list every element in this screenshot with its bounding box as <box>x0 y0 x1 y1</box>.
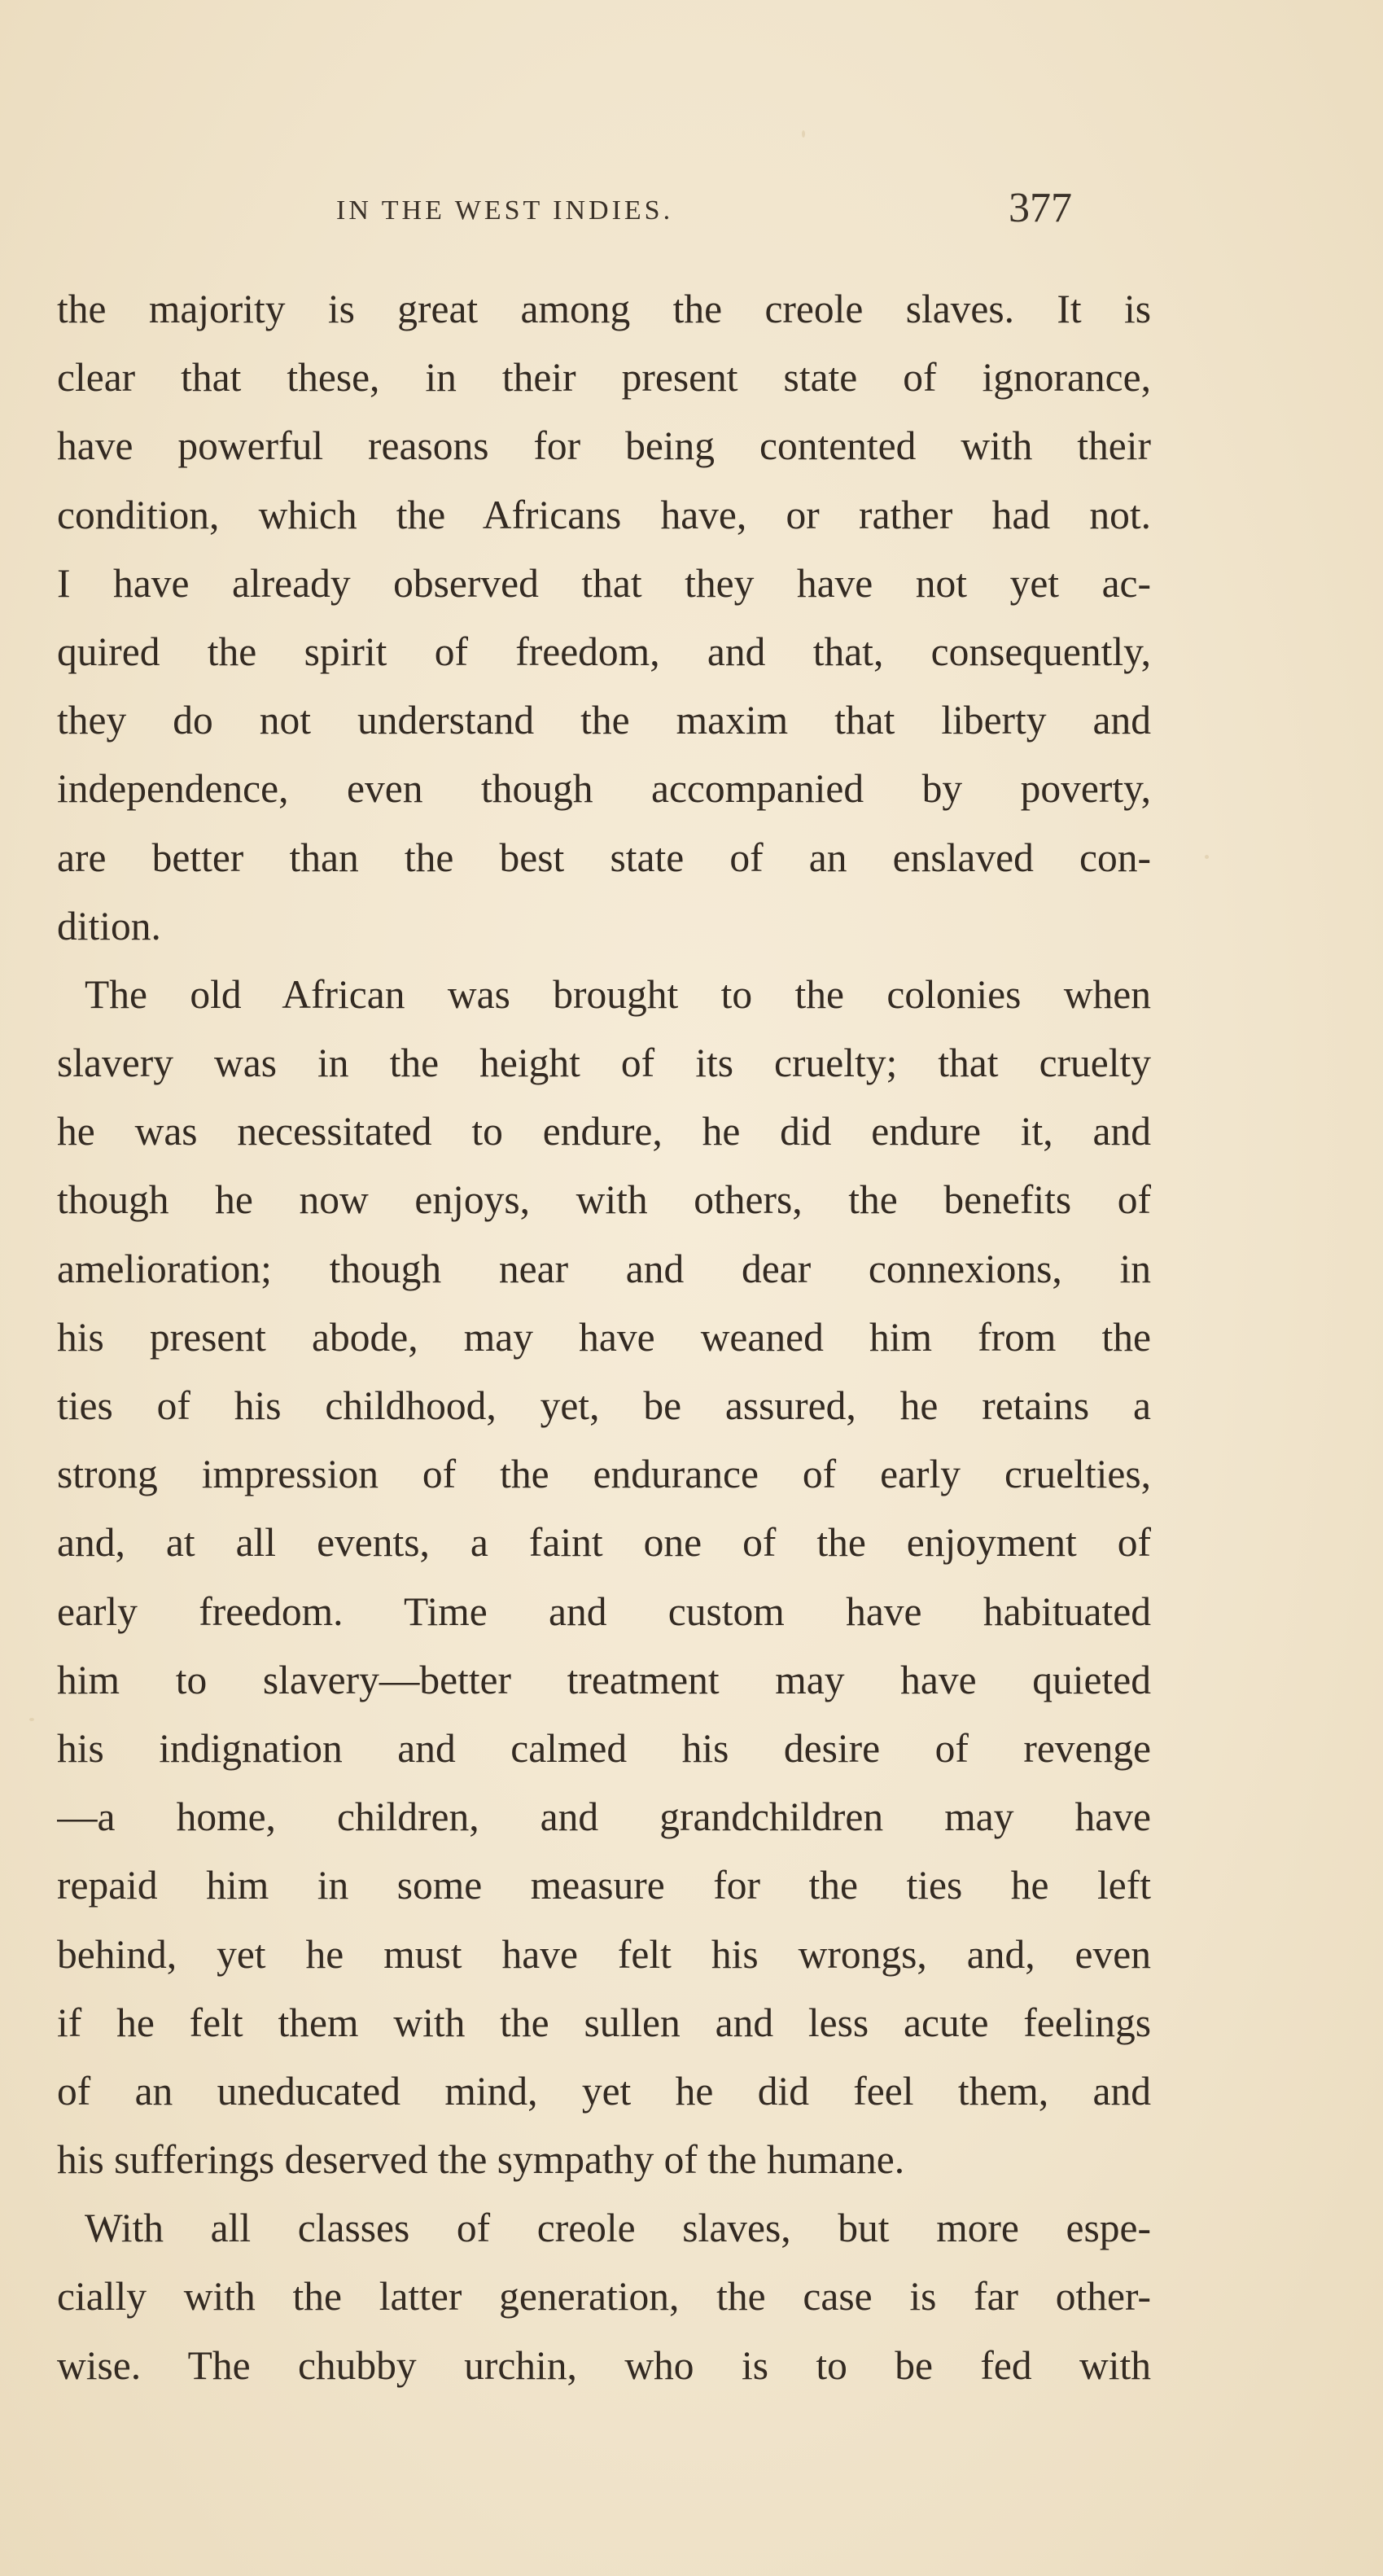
paragraph-first-line: The old African was brought to the colonies when <box>85 971 1151 1017</box>
paper-speck <box>802 130 805 138</box>
text-line: they do not understand the maxim that liberty and <box>57 698 1151 743</box>
paper-speck <box>1205 855 1209 859</box>
text-line: and, at all events, a faint one of the enjoyment of <box>57 1520 1151 1566</box>
text-line: though he now enjoys, with others, the benefits of <box>57 1177 1151 1223</box>
text-line: his present abode, may have weaned him from the <box>57 1314 1151 1360</box>
text-line: —a home, children, and grandchildren may have <box>57 1794 1151 1840</box>
text-line: clear that these, in their present state of ignorance, <box>57 355 1151 401</box>
running-head: IN THE WEST INDIES. <box>336 195 674 226</box>
text-line: slavery was in the height of its cruelty; that cruelty <box>57 1040 1151 1086</box>
paper-speck <box>29 1718 34 1721</box>
paragraph-first-line: With all classes of creole slaves, but more espe- <box>85 2206 1151 2251</box>
text-line: amelioration; though near and dear connexions, in <box>57 1246 1151 1291</box>
text-line: behind, yet he must have felt his wrongs, and, even <box>57 1931 1151 1977</box>
text-line: early freedom. Time and custom have habituated <box>57 1588 1151 1634</box>
text-line: his indignation and calmed his desire of revenge <box>57 1725 1151 1771</box>
text-line: if he felt them with the sullen and less acute feelings <box>57 2000 1151 2045</box>
text-line: repaid him in some measure for the ties he left <box>57 1863 1151 1908</box>
page-number: 377 <box>1009 185 1072 231</box>
text-line: have powerful reasons for being contented with their <box>57 423 1151 469</box>
text-line: the majority is great among the creole slaves. It is <box>57 287 1151 331</box>
text-line: condition, which the Africans have, or rather had not. <box>57 492 1151 537</box>
text-line: quired the spirit of freedom, and that, consequently, <box>57 629 1151 674</box>
text-line: he was necessitated to endure, he did endure it, and <box>57 1109 1151 1154</box>
text-line: of an uneducated mind, yet he did feel them, and <box>57 2068 1151 2114</box>
text-line: his sufferings deserved the sympathy of the humane. <box>57 2137 905 2183</box>
body-text <box>57 275 1151 2400</box>
text-line: independence, even though accompanied by poverty, <box>57 766 1151 812</box>
text-line: strong impression of the endurance of early cruelties, <box>57 1452 1151 1497</box>
text-line: dition. <box>57 903 161 948</box>
text-line: I have already observed that they have not yet ac- <box>57 560 1151 606</box>
text-line: ties of his childhood, yet, be assured, he retains a <box>57 1383 1151 1428</box>
text-line: are better than the best state of an enslaved con- <box>57 835 1151 880</box>
text-line: cially with the latter generation, the case is far other- <box>57 2274 1151 2320</box>
text-line: him to slavery—better treatment may have quieted <box>57 1657 1151 1702</box>
page-header <box>0 185 1383 246</box>
text-line: wise. The chubby urchin, who is to be fed with <box>57 2342 1151 2388</box>
